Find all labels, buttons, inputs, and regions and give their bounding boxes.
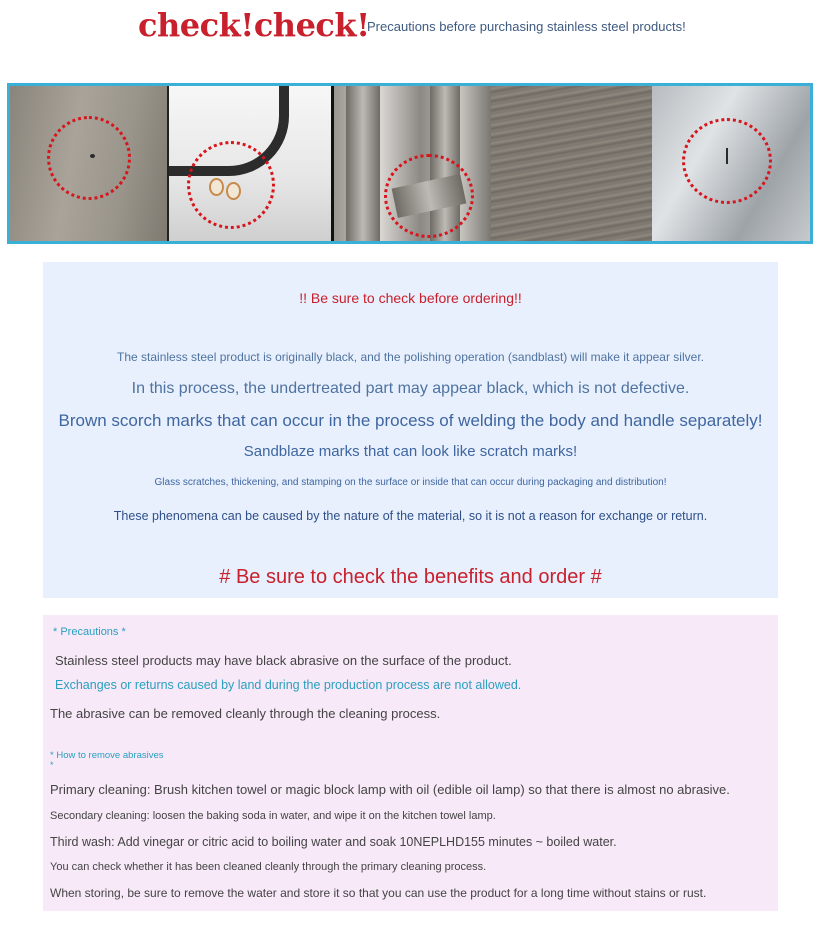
page-tagline: Precautions before purchasing stainless steel products! xyxy=(367,19,686,34)
defect-photo-strip xyxy=(7,83,813,244)
cleaning-step: When storing, be sure to remove the water and store it so that you can use the product for a long time without stains or rust. xyxy=(50,886,707,900)
notice-line: In this process, the undertreated part may appear black, which is not defective. xyxy=(131,380,690,397)
logo-text: check!check! xyxy=(138,6,370,44)
precaution-line: The abrasive can be removed cleanly through the cleaning process. xyxy=(50,706,441,721)
precaution-line: Stainless steel products may have black abrasive on the surface of the product. xyxy=(55,653,512,668)
highlight-circle xyxy=(384,154,474,238)
precaution-line: Exchanges or returns caused by land during the production process are not allowed. xyxy=(55,678,522,692)
notice-line: Glass scratches, thickening, and stamping on the surface or inside that can occur during packaging and distribution! xyxy=(154,477,667,488)
remove-abrasives-star: * xyxy=(50,760,54,770)
photo-rivet-handle xyxy=(167,86,334,241)
cleaning-step: You can check whether it has been cleaned cleanly through the primary cleaning process. xyxy=(50,861,487,873)
sandblast-texture-icon xyxy=(491,86,652,241)
highlight-circle xyxy=(47,116,131,200)
photo-sandblast-texture xyxy=(491,86,652,241)
highlight-circle xyxy=(682,118,772,204)
notice-line: These phenomena can be caused by the nature of the material, so it is not a reason for exchange or return. xyxy=(113,509,708,523)
photo-scratch-mark xyxy=(652,86,810,241)
ordering-notice-panel xyxy=(43,262,778,598)
notice-title: !! Be sure to check before ordering!! xyxy=(299,290,522,306)
remove-abrasives-heading: * How to remove abrasives xyxy=(50,750,164,761)
header xyxy=(0,0,820,60)
precautions-panel xyxy=(43,615,778,911)
photo-dent-mark xyxy=(10,86,167,241)
cleaning-step: Third wash: Add vinegar or citric acid to boiling water and soak 10NEPLHD155 minutes ~ boiled water. xyxy=(50,835,617,849)
highlight-circle xyxy=(187,141,275,229)
notice-line: The stainless steel product is originally black, and the polishing operation (sandblast) will make it appear silver. xyxy=(117,350,704,364)
cleaning-step: Primary cleaning: Brush kitchen towel or magic block lamp with oil (edible oil lamp) so that there is almost no abrasive. xyxy=(50,782,730,797)
benefit-heading: # Be sure to check the benefits and order # xyxy=(219,566,602,588)
cleaning-step: Secondary cleaning: loosen the baking soda in water, and wipe it on the kitchen towel lamp. xyxy=(50,810,496,822)
photo-welded-bracket xyxy=(334,86,491,241)
notice-line: Sandblaze marks that can look like scratch marks! xyxy=(243,443,578,460)
precautions-heading: * Precautions * xyxy=(53,626,126,638)
welded-bracket-icon xyxy=(346,86,380,241)
notice-line: Brown scorch marks that can occur in the process of welding the body and handle separately! xyxy=(58,411,763,430)
